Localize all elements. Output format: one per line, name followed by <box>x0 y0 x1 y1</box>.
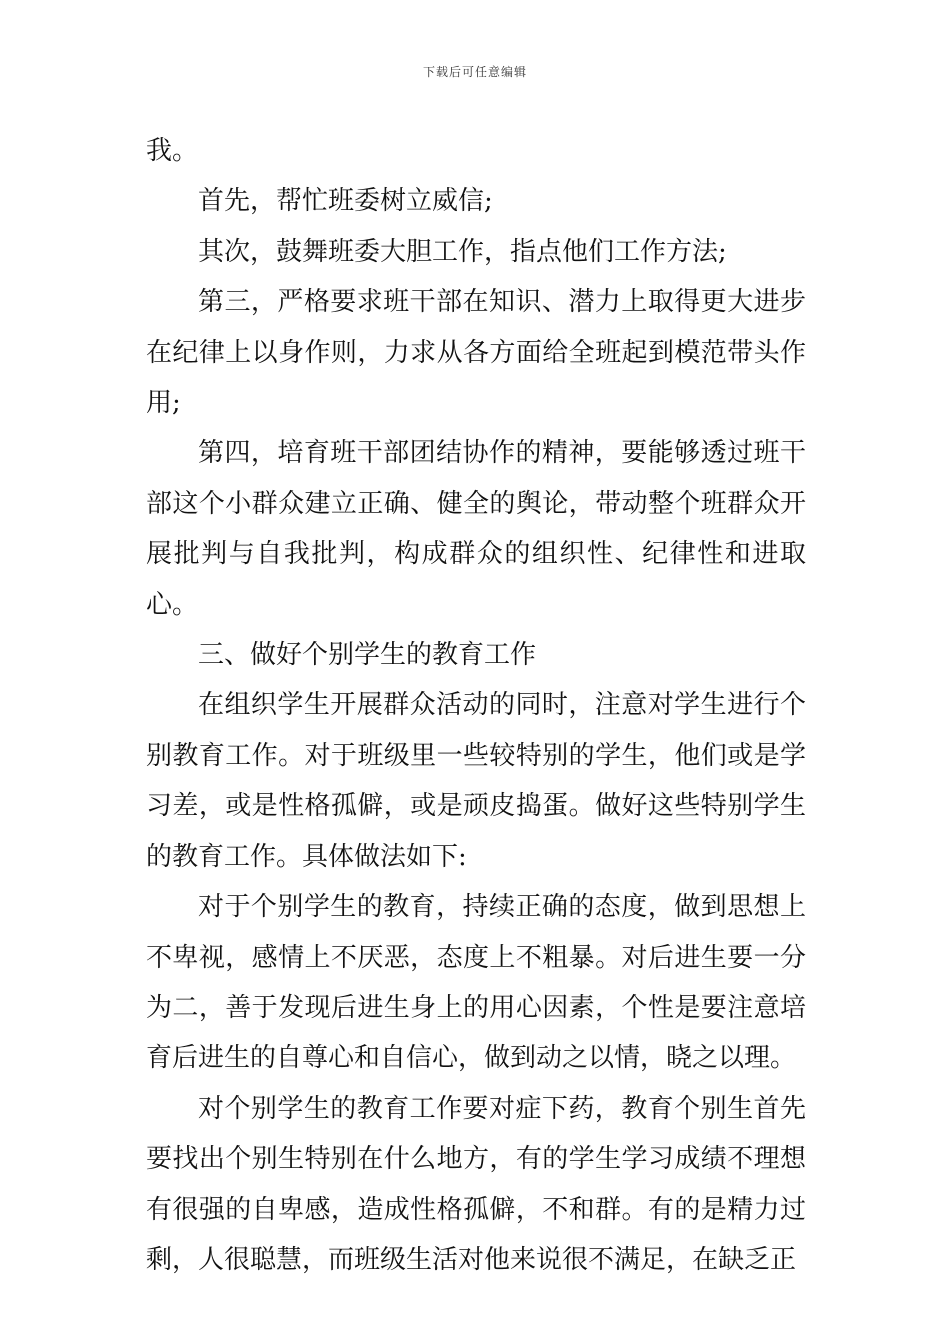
paragraph: 我。 <box>146 136 199 166</box>
paragraph: 对于个别学生的教育，持续正确的态度，做到思想上不卑视，感情上不厌恶，态度上不粗暴。对后进生要一分为二，善于发现后进生身上的用心因素，个性是要注意培育后进生的自尊心和自信心，做到动之以情，晓之以理。 <box>146 892 806 1074</box>
paragraph: 第三，严格要求班干部在知识、潜力上取得更大进步在纪律上以身作则，力求从各方面给全班起到模范带头作用; <box>146 287 806 419</box>
paragraph: 对个别学生的教育工作要对症下药，教育个别生首先要找出个别生特别在什么地方，有的学生学习成绩不理想有很强的自卑感，造成性格孤僻，不和群。有的是精力过剩，人很聪慧，而班级生活对他来说很不满足，在缺乏正 <box>146 1093 806 1275</box>
page-header: 下载后可任意编辑 <box>422 65 527 79</box>
paragraph: 在组织学生开展群众活动的同时，注意对学生进行个别教育工作。对于班级里一些较特别的学生，他们或是学习差，或是性格孤僻，或是顽皮捣蛋。做好这些特别学生的教育工作。具体做法如下: <box>146 690 806 872</box>
paragraph: 第四，培育班干部团结协作的精神，要能够透过班干部这个小群众建立正确、健全的舆论，带动整个班群众开展批判与自我批判，构成群众的组织性、纪律性和进取心。 <box>146 438 806 620</box>
paragraph: 首先，帮忙班委树立威信; <box>198 186 493 217</box>
document-body <box>146 126 806 1285</box>
section-heading: 三、做好个别学生的教育工作 <box>198 640 537 671</box>
paragraph: 其次，鼓舞班委大胆工作，指点他们工作方法; <box>198 236 727 267</box>
